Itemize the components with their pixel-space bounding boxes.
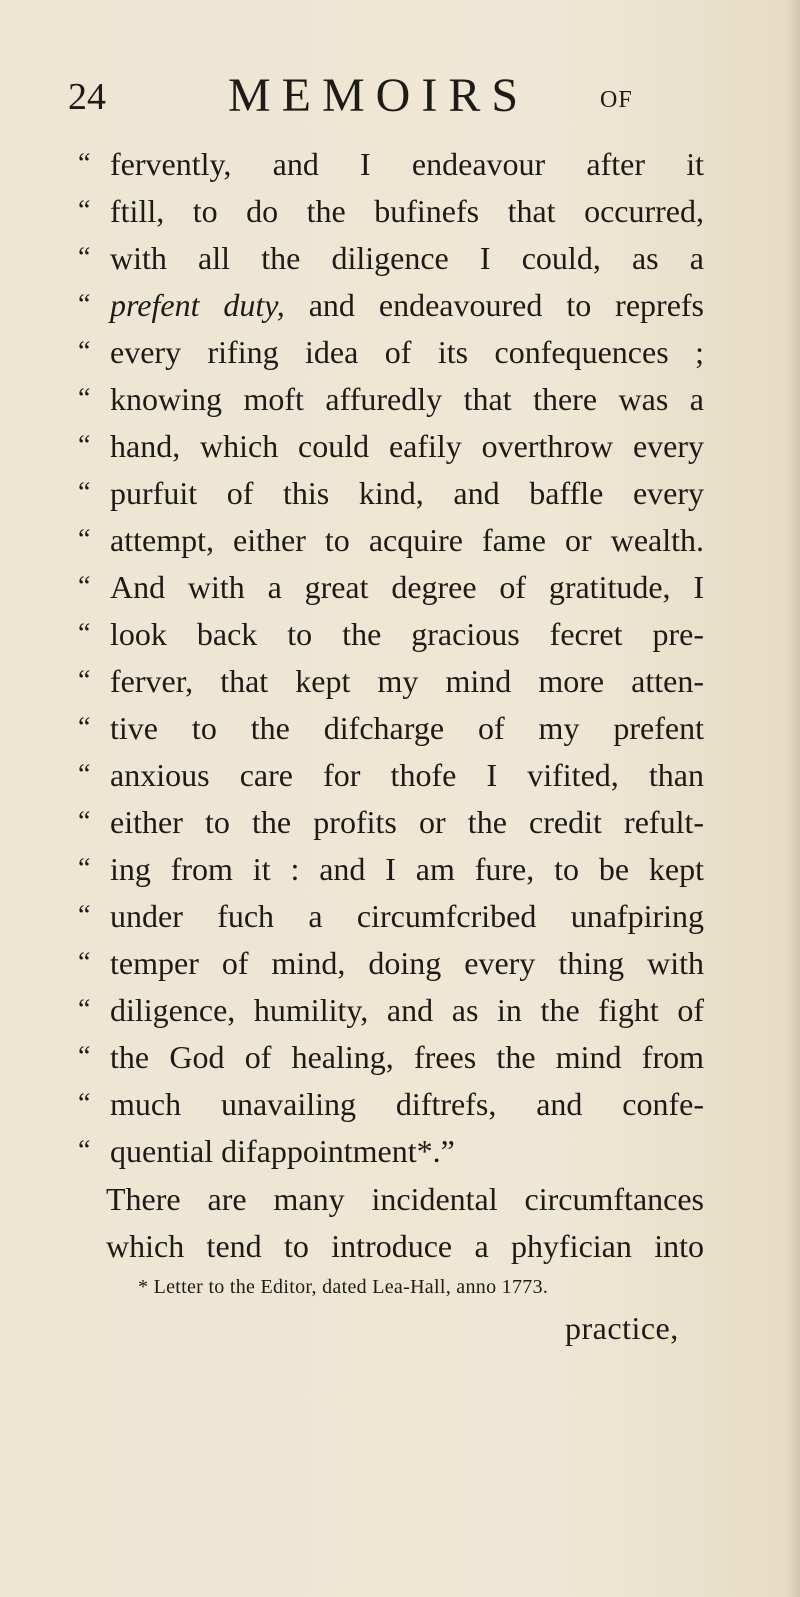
quote-line-text: diligence, humility, and as in the fight of xyxy=(110,992,704,1028)
quote-line-text: temper of mind, doing every thing with xyxy=(110,945,704,981)
quote-line xyxy=(78,1038,706,1085)
quote-mark: “ xyxy=(78,618,91,649)
quote-line-text xyxy=(110,286,704,324)
quote-line xyxy=(78,897,706,944)
quote-mark: “ xyxy=(78,712,91,743)
quote-line-text: fervently, and I endeavour after it xyxy=(110,146,704,182)
quote-line-text: the God of healing, frees the mind from xyxy=(110,1039,704,1075)
quote-mark: “ xyxy=(78,524,91,555)
quote-line xyxy=(78,286,706,333)
quote-mark: “ xyxy=(78,571,91,602)
quote-mark: “ xyxy=(78,1088,91,1119)
quote-line xyxy=(78,850,706,897)
quote-mark: “ xyxy=(78,900,91,931)
page-edge-shadow xyxy=(786,0,800,1597)
page-number: 24 xyxy=(68,76,106,118)
quote-line xyxy=(78,944,706,991)
quote-mark: “ xyxy=(78,806,91,837)
quote-mark: “ xyxy=(78,430,91,461)
quote-line-text: under fuch a circumfcribed unafpiring xyxy=(110,898,704,934)
quote-mark: “ xyxy=(78,853,91,884)
quote-line-text: purfuit of this kind, and baffle every xyxy=(110,475,704,511)
quote-line xyxy=(78,615,706,662)
quote-line-text: ing from it : and I am fure, to be kept xyxy=(110,851,704,887)
quote-line xyxy=(78,568,706,615)
running-title: MEMOIRS xyxy=(228,69,530,122)
quote-mark: “ xyxy=(78,336,91,367)
quote-line xyxy=(78,1085,706,1132)
quote-line xyxy=(78,756,706,803)
italic-phrase: prefent duty, xyxy=(110,287,285,323)
quote-line-text: ftill, to do the bufinefs that occurred, xyxy=(110,193,704,229)
quote-line-text: quential difappointment*.” xyxy=(110,1133,455,1169)
quote-line xyxy=(78,803,706,850)
quote-line xyxy=(78,521,706,568)
quote-line-text: attempt, either to acquire fame or wealth. xyxy=(110,522,704,558)
quote-line xyxy=(78,380,706,427)
quote-line-text: either to the profits or the credit refult- xyxy=(110,804,704,840)
quote-line-text: with all the diligence I could, as a xyxy=(110,240,704,276)
quote-mark: “ xyxy=(78,1041,91,1072)
quote-line-text: ferver, that kept my mind more atten- xyxy=(110,663,704,699)
quote-line-rest: and endeavoured to reprefs xyxy=(284,287,705,323)
quote-line xyxy=(78,991,706,1038)
quote-line-text: every rifing idea of its confequences ; xyxy=(110,334,704,370)
quote-line xyxy=(78,333,706,380)
quote-mark: “ xyxy=(78,148,91,179)
quote-mark: “ xyxy=(78,759,91,790)
quote-line xyxy=(78,427,706,474)
quote-line xyxy=(78,145,706,192)
quote-mark: “ xyxy=(78,383,91,414)
running-title-of: OF xyxy=(600,87,633,113)
quote-line-text: much unavailing diftrefs, and confe- xyxy=(110,1086,704,1122)
quote-line-text: anxious care for thofe I vifited, than xyxy=(110,757,704,793)
quote-line-text: look back to the gracious fecret pre- xyxy=(110,616,704,652)
quote-line-text: knowing moft affuredly that there was a xyxy=(110,381,704,417)
quote-mark: “ xyxy=(78,1135,91,1166)
catchword: practice, xyxy=(565,1310,679,1346)
paragraph-line-1: There are many incidental circumftances xyxy=(106,1181,704,1217)
quote-mark: “ xyxy=(78,289,91,320)
quote-mark: “ xyxy=(78,994,91,1025)
quote-line xyxy=(78,662,706,709)
quote-line-text: And with a great degree of gratitude, I xyxy=(110,569,704,605)
quoted-passage xyxy=(78,145,706,1179)
quote-mark: “ xyxy=(78,195,91,226)
quote-line xyxy=(78,239,706,286)
quote-mark: “ xyxy=(78,242,91,273)
footnote: * Letter to the Editor, dated Lea-Hall, anno 1773. xyxy=(138,1276,549,1298)
quote-mark: “ xyxy=(78,665,91,696)
quote-line xyxy=(78,1132,706,1179)
quote-line xyxy=(78,192,706,239)
quote-line-text: tive to the difcharge of my prefent xyxy=(110,710,704,746)
quote-mark: “ xyxy=(78,947,91,978)
running-header xyxy=(68,69,708,126)
quote-line xyxy=(78,709,706,756)
paragraph-line-2: which tend to introduce a phyfician into xyxy=(106,1228,704,1264)
quote-mark: “ xyxy=(78,477,91,508)
quote-line xyxy=(78,474,706,521)
quote-line-text: hand, which could eafily overthrow every xyxy=(110,428,704,464)
body-paragraph xyxy=(106,1176,704,1270)
